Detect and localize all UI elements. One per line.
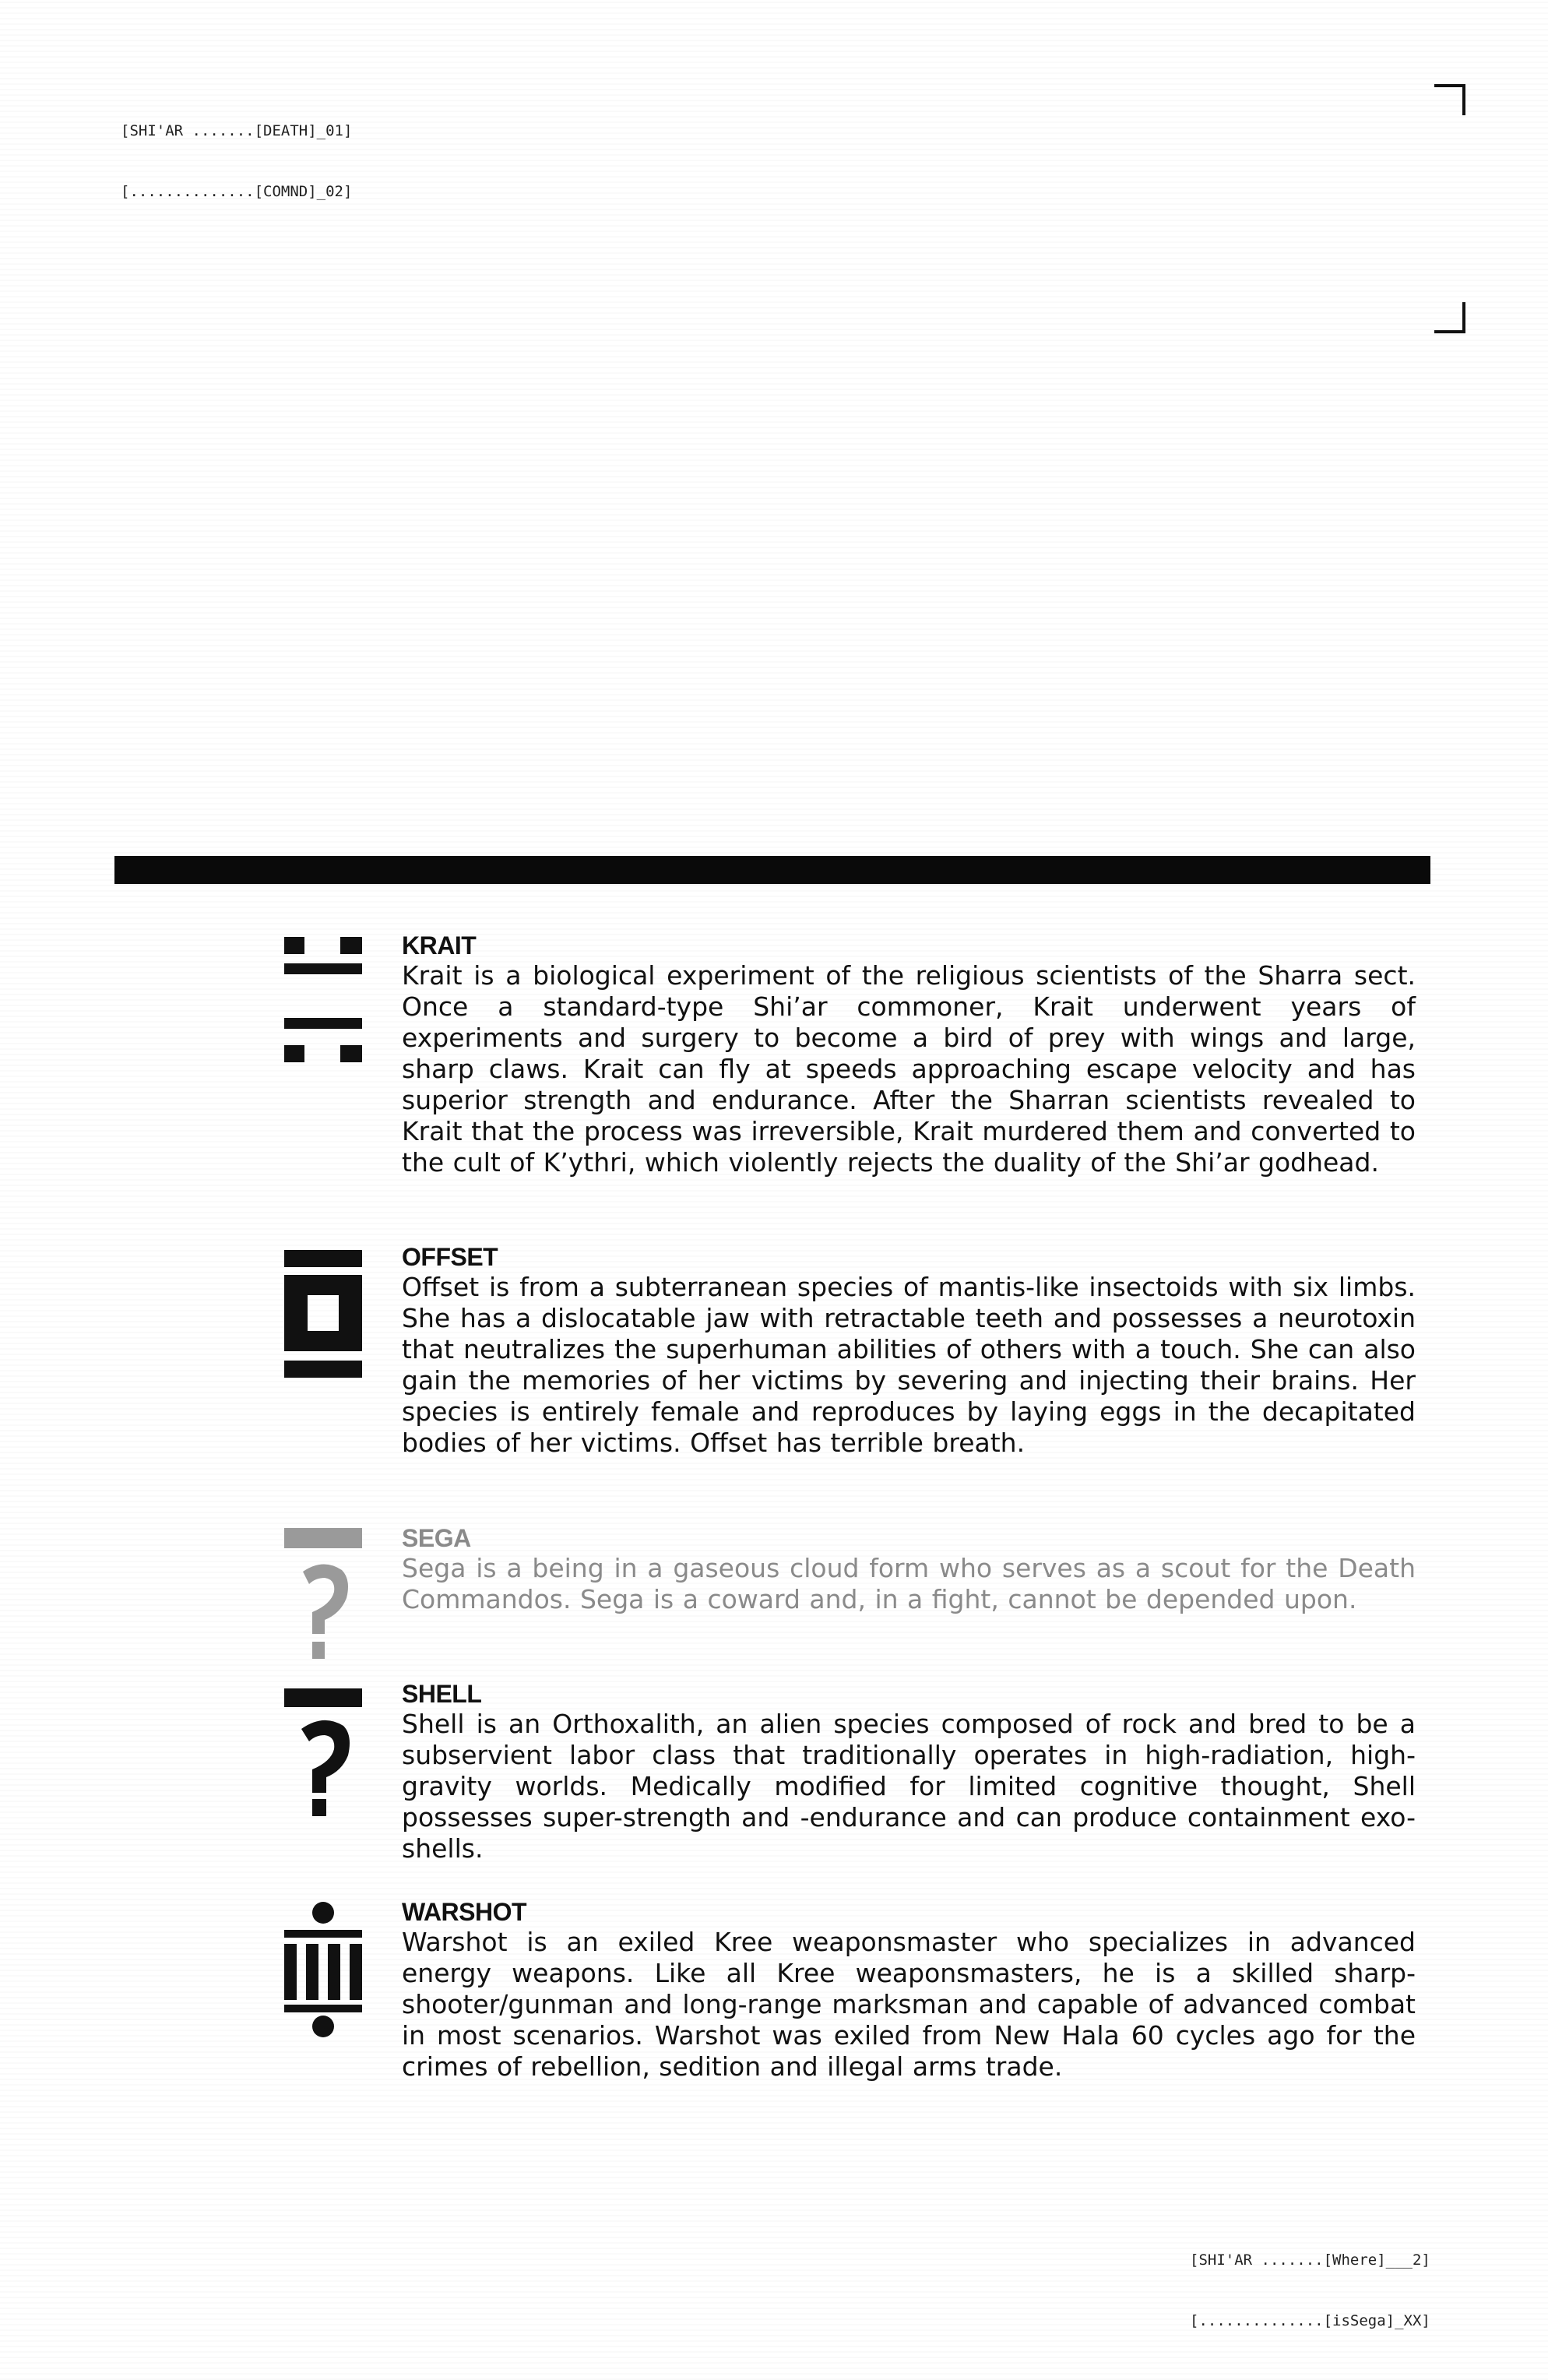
offset-glyph-icon (284, 1242, 362, 1382)
header-code-line: [..............[COMND]_02] (121, 183, 353, 200)
entry-bio: Krait is a biological experiment of the religious scientists of the Sharra sect. Once a standard-type Shi’ar commoner, Krait underwent years of experiments and surgery to become a bird of prey with wings and large, sharp claws. Krait can fly at speeds approaching escape velocity and has superior strength and endurance. After the Sharran scientists revealed to Krait that the process was irreversible, Krait murdered them and converted to the cult of K’ythri, which violently rejects the duality of the Shi’ar godhead. (402, 960, 1416, 1178)
header-code-line: [SHI'AR .......[DEATH]_01] (121, 122, 353, 139)
footer-code-block (1190, 2209, 1430, 2351)
entry-bio: Sega is a being in a gaseous cloud form who serves as a scout for the Death Commandos. Sega is a coward and, in a fight, cannot be depended upon. (402, 1553, 1416, 1614)
entry-name: SEGA (402, 1524, 471, 1552)
corner-mark-top (1434, 84, 1465, 115)
warshot-glyph-icon (284, 1897, 362, 2037)
entry-name: KRAIT (402, 931, 477, 959)
entry-name: SHELL (402, 1680, 482, 1708)
sega-glyph-icon (284, 1523, 362, 1664)
entry-name: OFFSET (402, 1243, 498, 1271)
entry-bio: Shell is an Orthoxalith, an alien species composed of rock and bred to be a subservient labor class that traditionally operates in high-radiation, high-gravity worlds. Medically modified for limited cognitive thought, Shell possesses super-strength and -endurance and can produce containment exo-shells. (402, 1709, 1416, 1864)
footer-code-line: [SHI'AR .......[Where]___2] (1190, 2251, 1430, 2269)
footer-code-line: [..............[isSega]_XX] (1190, 2312, 1430, 2329)
shell-glyph-icon (284, 1679, 362, 1819)
entry-bio: Offset is from a subterranean species of mantis-like insectoids with six limbs. She has a dislocatable jaw with retractable teeth and possesses a neurotoxin that neutralizes the superhuman abilities of others with a touch. She can also gain the memories of her victims by severing and injecting their brains. Her species is entirely female and reproduces by laying eggs in the decapitated bodies of her victims. Offset has terrible breath. (402, 1272, 1416, 1458)
krait-glyph-icon (284, 931, 362, 1067)
header-code-block (121, 80, 352, 222)
entry-bio: Warshot is an exiled Kree weaponsmaster who specializes in advanced energy weapons. Like all Kree weaponsmasters, he is a skilled sharp-shooter/gunman and long-range marksman and capable of advanced combat in most scenarios. Warshot was exiled from New Hala 60 cycles ago for the crimes of rebellion, sedition and illegal arms trade. (402, 1927, 1416, 2082)
corner-mark-bottom (1434, 302, 1465, 333)
divider-bar (114, 856, 1430, 884)
entry-name: WARSHOT (402, 1898, 527, 1926)
